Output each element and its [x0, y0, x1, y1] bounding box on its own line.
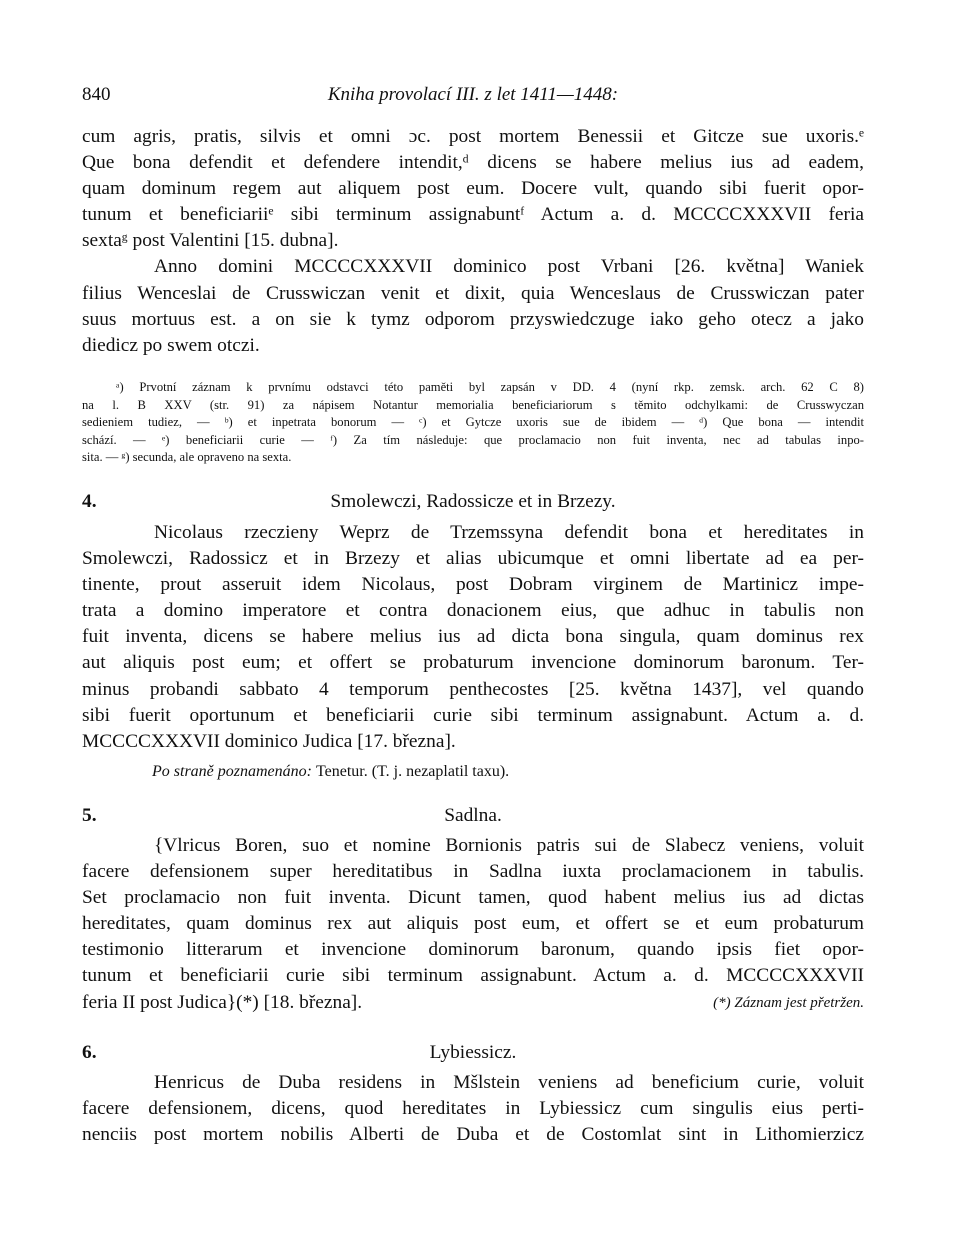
text-line: fuit inventa, dicens se habere melius ius ad dicta bona singula, quam dominus rex: [82, 626, 864, 648]
text-line: hereditates, quam dominus rex aut aliquis post eum, et offert se et eum probaturum: [82, 913, 864, 935]
page-header: [82, 84, 864, 110]
text-line: testimonio litterarum et invencione dominorum baronum, quando ipsis fiet opor-: [82, 939, 864, 961]
text-line: quam dominum regem aut aliquem post eum. Docere vult, quando sibi fuerit opor-: [82, 178, 864, 200]
text-line: Que bona defendit et defendere intendit,ᵈ dicens se habere melius ius ad eadem,: [82, 152, 864, 174]
text-line: facere defensionem super hereditatibus in Sadlna iuxta proclamacionem in tabulis.: [82, 861, 864, 883]
text-line: sibi fuerit oportunum et beneficiarii curie sibi terminum assignabunt. Actum a. d.: [82, 704, 864, 726]
text-line: Smolewczi, Radossicz et in Brzezy et alias ubicumque et omni libertate ad ea per-: [82, 548, 864, 570]
text-line: cum agris, pratis, silvis et omni ɔc. post mortem Benessii et Gitcze sue uxoris.ᵉ: [82, 126, 864, 147]
text-line: nenciis post mortem nobilis Alberti de Duba et de Costomlat sint in Lithomierzicz: [82, 1124, 864, 1146]
section-title: Sadlna.: [444, 805, 502, 826]
text-line: Anno domini MCCCCXXXVII dominico post Vrbani [26. května] Waniek: [154, 256, 864, 278]
margin-note-text: Tenetur. (T. j. nezaplatil taxu).: [315, 763, 510, 780]
section-title: Lybiessicz.: [429, 1042, 517, 1063]
footnote-line: schází. — ᵉ) beneficiarii curie — ᶠ) Za tím následuje: que proclamacio non fuit inventa, nec ad tabulas inpo-: [82, 432, 864, 447]
interruption-note: (*) Záznam jest přetržen.: [713, 995, 864, 1011]
section-title: Smolewczi, Radossicze et in Brzezy.: [330, 491, 616, 512]
section-4-body: [82, 520, 864, 755]
text-line: diedicz po swem otczi.: [82, 334, 260, 356]
section-6-heading: [82, 1042, 864, 1070]
text-line: feria II post Judica}(*) [18. března].: [82, 991, 363, 1013]
section-4-heading: [82, 491, 864, 519]
footnote-line: sita. — ᵍ) secunda, ale opraveno na sexta.: [82, 450, 292, 465]
footnotes: [82, 379, 864, 467]
footnote-line: na l. B XXV (str. 91) za nápisem Notantur memorialia beneficiariorum s těmito odchylkami: de Crusswyczan: [82, 397, 864, 412]
text-line: Henricus de Duba residens in Mšlstein veniens ad beneficium curie, voluit: [154, 1072, 864, 1093]
section-number: 5.: [82, 805, 97, 826]
text-line: aut aliquis post eum; et offert se probaturum invencione dominorum baronum. Ter-: [82, 652, 864, 674]
margin-note: [152, 763, 509, 781]
text-line: {Vlricus Boren, suo et nomine Bornionis patris sui de Slabecz veniens, voluit: [154, 835, 864, 856]
text-line: Nicolaus rzeczieny Weprz de Trzemssyna defendit bona et hereditates in: [154, 522, 864, 543]
text-line: tinente, prout asseruit idem Nicolaus, post Dobram virginem de Martinicz impe-: [82, 574, 864, 596]
section-6-body: [82, 1070, 864, 1148]
text-line: Set proclamacio non fuit inventa. Dicunt tamen, quod habent melius ius ad dictas: [82, 887, 864, 909]
section-5-heading: [82, 805, 864, 833]
text-line: tunum et beneficiariiᵉ sibi terminum assignabuntᶠ Actum a. d. MCCCCXXXVII feria: [82, 204, 864, 226]
text-line: MCCCCXXXVII dominico Judica [17. března].: [82, 730, 456, 752]
text-line: facere defensionem, dicens, quod hereditates in Lybiessicz cum singulis eius perti-: [82, 1098, 864, 1120]
section-number: 6.: [82, 1042, 97, 1063]
text-line: suus mortuus est. a on sie k tymz odporom przyswiedczuge iako geho otecz a jako: [82, 308, 864, 330]
footnote-line: sedieniem tudiez, — ᵇ) et inpetrata bonorum — ᶜ) et Gytcze uxoris sue de ibidem — ᵈ) Que bona — intendit: [82, 415, 864, 430]
text-line: tunum et beneficiarii curie sibi terminum assignabunt. Actum a. d. MCCCCXXXVII: [82, 965, 864, 987]
block-1: [82, 124, 864, 359]
page-number: 840: [82, 84, 111, 105]
text-line: sextaᵍ post Valentini [15. dubna].: [82, 230, 339, 252]
margin-note-label: Po straně poznamenáno:: [152, 763, 312, 780]
text-line: filius Wenceslai de Crusswiczan venit et dixit, quia Wenceslaus de Crusswiczan pater: [82, 282, 864, 304]
section-5-body: [82, 833, 864, 1016]
running-title: Kniha provolací III. z let 1411—1448:: [327, 84, 619, 105]
text-line: minus probandi sabbato 4 temporum penthecostes [25. května 1437], vel quando: [82, 678, 864, 700]
text-line: trata a domino imperatore et contra donacionem eius, que adhuc in tabulis non: [82, 600, 864, 622]
footnote-line: ᵃ) Prvotní záznam k prvnímu odstavci této paměti byl zapsán v DD. 4 (nyní rkp. zemsk. arch. 62 C 8): [116, 380, 864, 394]
section-number: 4.: [82, 491, 97, 512]
